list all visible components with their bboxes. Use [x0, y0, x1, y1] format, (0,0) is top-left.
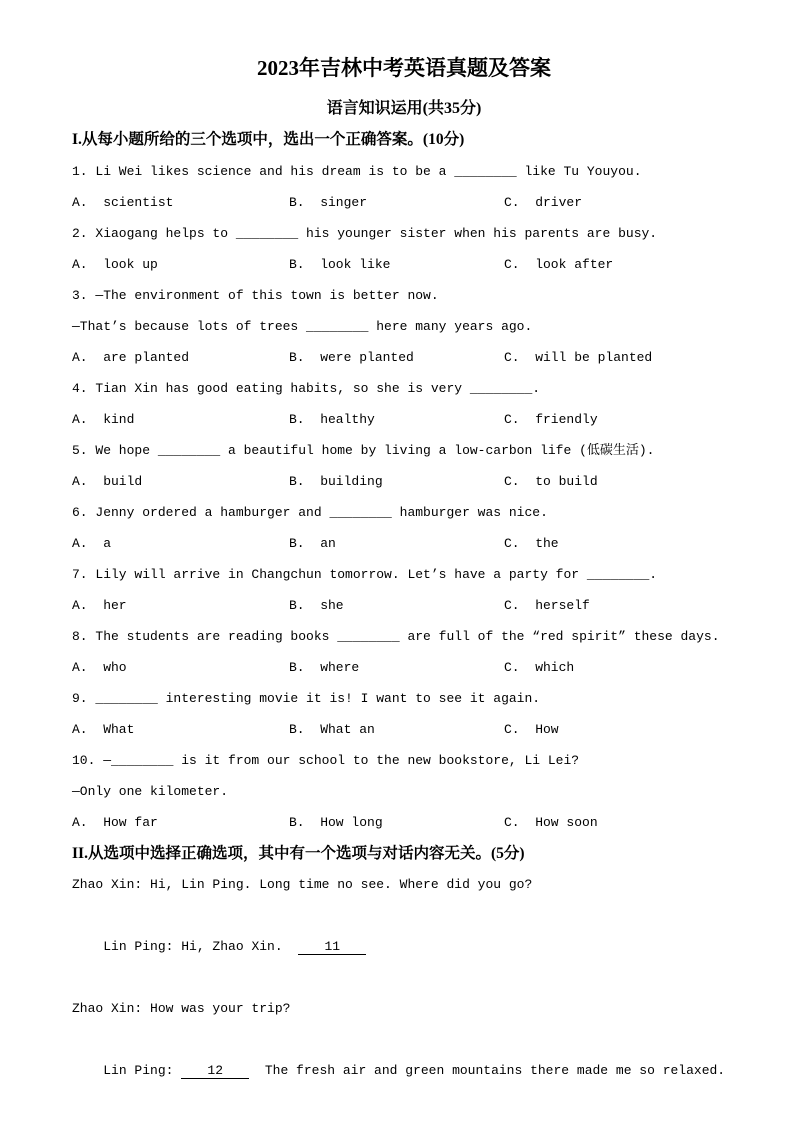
question-10-options: [72, 807, 736, 838]
question-8-stem: 8. The students are reading books ________ are full of the “red spirit” these days.: [72, 629, 720, 644]
dialogue-line-2-text: Lin Ping: Hi, Zhao Xin.: [103, 939, 299, 954]
question-6: [72, 497, 736, 559]
part1-heading: I.从每小题所给的三个选项中，选出一个正确答案。(10分): [72, 131, 465, 148]
question-8-option-b: B. where: [289, 660, 360, 675]
question-9-option-c: C. How: [504, 722, 559, 737]
question-1-option-a: A. scientist: [72, 195, 174, 210]
question-9: [72, 683, 736, 745]
question-9-stem: 9. ________ interesting movie it is! I want to see it again.: [72, 691, 541, 706]
question-5-option-b: B. building: [289, 474, 383, 489]
question-3-options: [72, 342, 736, 373]
question-4-option-a: A. kind: [72, 412, 135, 427]
dialogue-line-1: Zhao Xin: Hi, Lin Ping. Long time no see. Where did you go?: [72, 877, 533, 892]
question-10: [72, 745, 736, 838]
question-7-option-a: A. her: [72, 598, 127, 613]
page-title: 2023年吉林中考英语真题及答案: [257, 56, 551, 80]
question-3-option-a: A. are planted: [72, 350, 190, 365]
question-2-option-b: B. look like: [289, 257, 391, 272]
question-10-stem: 10. —________ is it from our school to the new bookstore, Li Lei?: [72, 753, 580, 768]
question-6-stem: 6. Jenny ordered a hamburger and ________ hamburger was nice.: [72, 505, 548, 520]
question-6-option-c: C. the: [504, 536, 559, 551]
question-9-options: [72, 714, 736, 745]
section-title: 语言知识运用(共35分): [326, 100, 482, 117]
question-2-options: [72, 249, 736, 280]
question-7-option-b: B. she: [289, 598, 344, 613]
question-7: [72, 559, 736, 621]
question-6-options: [72, 528, 736, 559]
question-4-options: [72, 404, 736, 435]
question-3: [72, 280, 736, 373]
question-1-option-b: B. singer: [289, 195, 368, 210]
question-4-option-b: B. healthy: [289, 412, 375, 427]
dialogue-line-3: Zhao Xin: How was your trip?: [72, 1001, 291, 1016]
dialogue-line-2: [72, 900, 736, 993]
question-1-option-c: C. driver: [504, 195, 583, 210]
question-10-stem-reply: —Only one kilometer.: [72, 784, 229, 799]
question-2: [72, 218, 736, 280]
question-4-option-c: C. friendly: [504, 412, 598, 427]
question-9-option-a: A. What: [72, 722, 135, 737]
question-9-option-b: B. What an: [289, 722, 375, 737]
dialogue-line-4: [72, 1024, 736, 1117]
blank-12: 12: [181, 1063, 249, 1079]
question-1: [72, 156, 736, 218]
question-5-stem: 5. We hope ________ a beautiful home by living a low-carbon life (低碳生活).: [72, 443, 655, 458]
question-8-options: [72, 652, 736, 683]
question-8-option-a: A. who: [72, 660, 127, 675]
question-2-stem: 2. Xiaogang helps to ________ his younger sister when his parents are busy.: [72, 226, 658, 241]
blank-11: 11: [298, 939, 366, 955]
question-2-option-a: A. look up: [72, 257, 158, 272]
question-7-options: [72, 590, 736, 621]
dialogue-line-4-suffix: The fresh air and green mountains there made me so relaxed.: [249, 1063, 726, 1078]
question-8: [72, 621, 736, 683]
question-3-option-b: B. were planted: [289, 350, 414, 365]
question-8-option-c: C. which: [504, 660, 575, 675]
question-5: [72, 435, 736, 497]
question-5-option-c: C. to build: [504, 474, 598, 489]
question-6-option-a: A. a: [72, 536, 112, 551]
question-3-stem: 3. —The environment of this town is better now.: [72, 288, 439, 303]
part2-heading: II.从选项中选择正确选项，其中有一个选项与对话内容无关。(5分): [72, 845, 525, 862]
question-1-options: [72, 187, 736, 218]
question-6-option-b: B. an: [289, 536, 336, 551]
dialogue-line-4-text: Lin Ping:: [103, 1063, 182, 1078]
question-2-option-c: C. look after: [504, 257, 614, 272]
question-4: [72, 373, 736, 435]
question-3-option-c: C. will be planted: [504, 350, 653, 365]
question-5-options: [72, 466, 736, 497]
question-7-stem: 7. Lily will arrive in Changchun tomorrow. Let’s have a party for ________.: [72, 567, 658, 582]
question-10-option-c: C. How soon: [504, 815, 598, 830]
question-7-option-c: C. herself: [504, 598, 590, 613]
question-4-stem: 4. Tian Xin has good eating habits, so she is very ________.: [72, 381, 541, 396]
question-10-option-b: B. How long: [289, 815, 383, 830]
question-1-stem: 1. Li Wei likes science and his dream is to be a ________ like Tu Youyou.: [72, 164, 642, 179]
question-10-option-a: A. How far: [72, 815, 158, 830]
question-5-option-a: A. build: [72, 474, 143, 489]
question-3-stem-reply: —That’s because lots of trees ________ here many years ago.: [72, 319, 533, 334]
